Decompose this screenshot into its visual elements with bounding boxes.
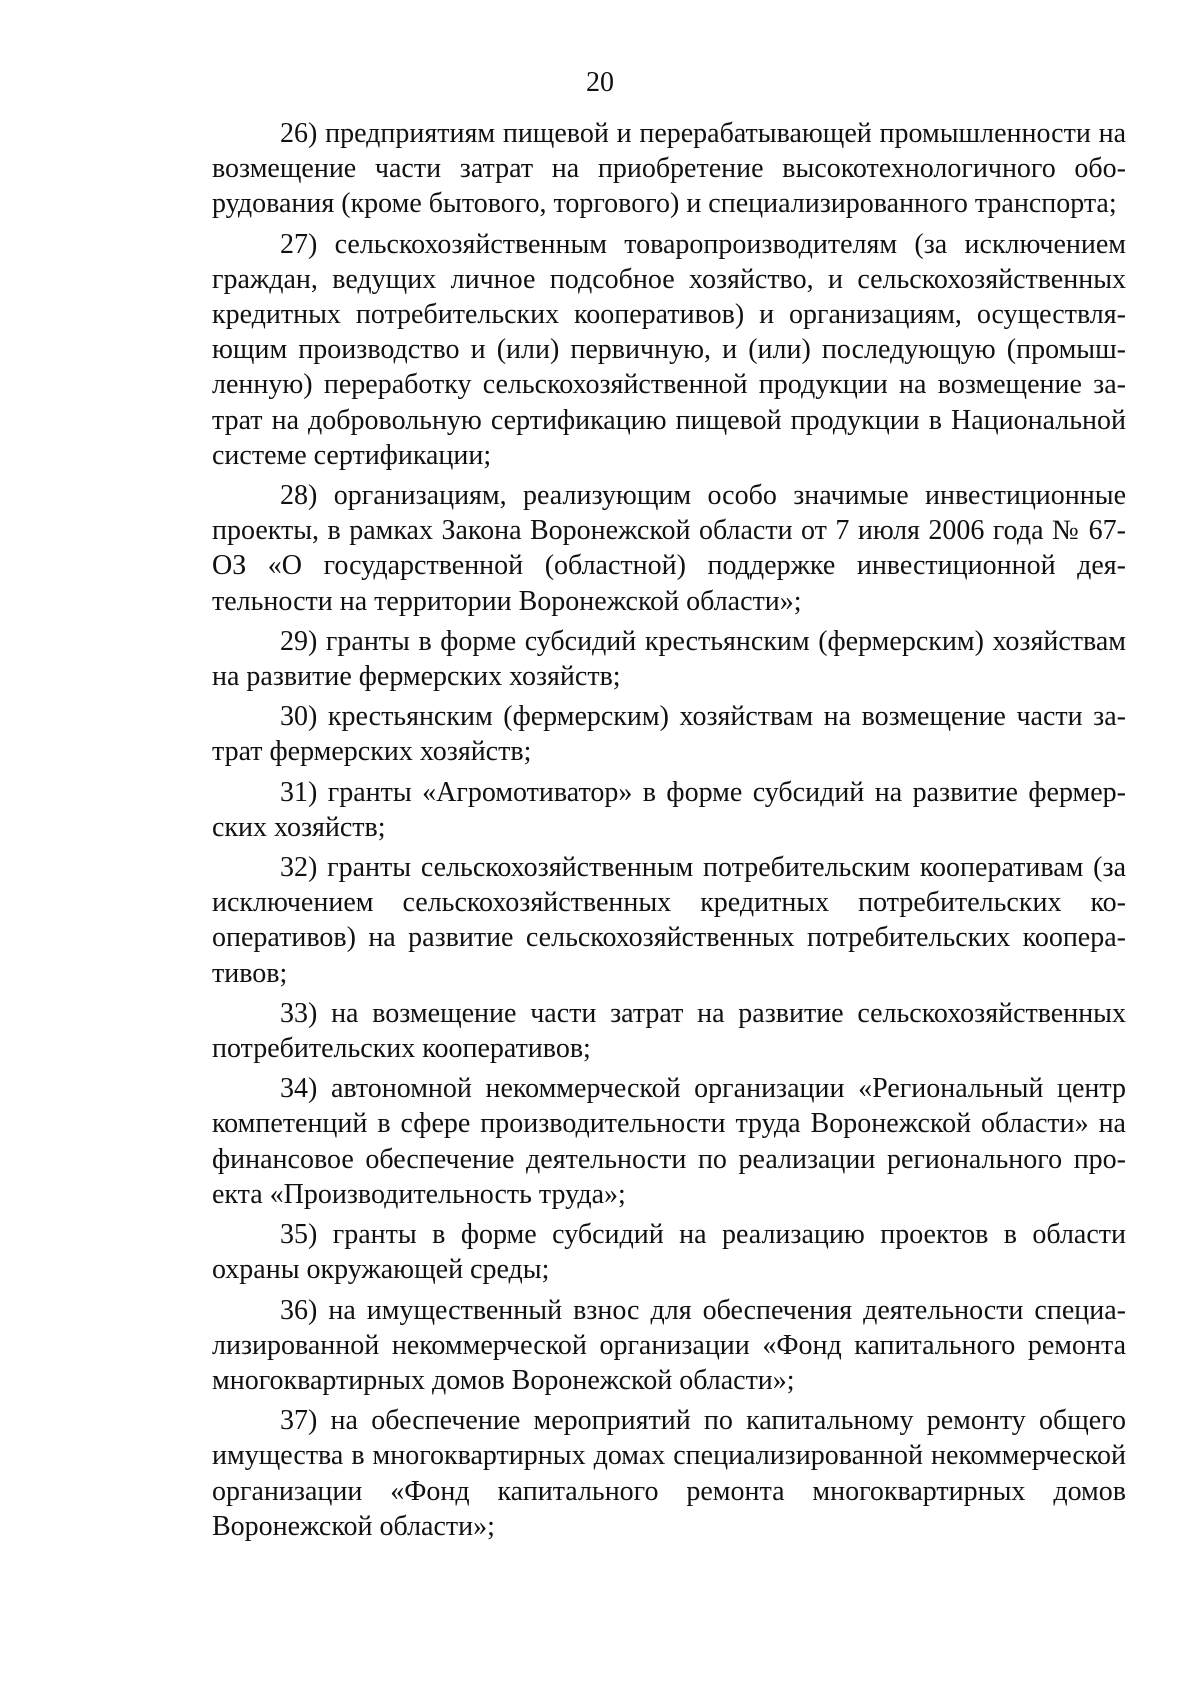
paragraph-34: 34) автономной некоммерческой организации «Региональный центр компетенций в сфере производительности труда Воронежской области» на финансовое обеспечение деятельности по реализации регионального проекта «Производительность труда»; [212, 1073, 1126, 1210]
paragraph-28: 28) организациям, реализующим особо значимые инвестиционные проекты, в рамках Закона Воронежской области от 7 июля 2006 года № 67-ОЗ «О государственной (областной) поддержке инвестиционной деятельности на территории Воронежской области»; [212, 480, 1126, 617]
page-number: 20 [586, 67, 614, 98]
paragraph-30: 30) крестьянским (фермерским) хозяйствам на возмещение части затрат фермерских хозяйств; [212, 701, 1126, 768]
paragraph-31: 31) гранты «Агромотиватор» в форме субсидий на развитие фермерских хозяйств; [212, 776, 1126, 843]
document-body [212, 116, 1126, 1549]
paragraph-35: 35) гранты в форме субсидий на реализацию проектов в области охраны окружающей среды; [212, 1219, 1126, 1286]
paragraph-36: 36) на имущественный взнос для обеспечения деятельности специализированной некоммерческой организации «Фонд капитального ремонта многоквартирных домов Воронежской области»; [212, 1294, 1126, 1396]
paragraph-32: 32) гранты сельскохозяйственным потребительским кооперативам (за исключением сельскохозяйственных кредитных потребительских кооперативов) на развитие сельскохозяйственных потребительских кооперативов; [212, 852, 1126, 989]
paragraph-29: 29) гранты в форме субсидий крестьянским (фермерским) хозяйствам на развитие фермерских хозяйств; [212, 625, 1126, 693]
paragraph-33: 33) на возмещение части затрат на развитие сельскохозяйственных потребительских кооперативов; [212, 997, 1126, 1065]
paragraph-37: 37) на обеспечение мероприятий по капитальному ремонту общего имущества в многоквартирных домах специализированной некоммерческой организации «Фонд капитального ремонта многоквартирных домов Воронежской области»; [212, 1405, 1126, 1542]
paragraph-26: 26) предприятиям пищевой и перерабатывающей промышленности на возмещение части затрат на приобретение высокотехнологичного оборудования (кроме бытового, торгового) и специализированного транспорта; [212, 118, 1126, 220]
paragraph-27: 27) сельскохозяйственным товаропроизводителям (за исключением граждан, ведущих личное подсобное хозяйство, и сельскохозяйственных кредитных потребительских кооперативов) и организациям, осуществляющим производство и (или) первичную, и (или) последующую (промышленную) переработку сельскохозяйственной продукции на возмещение затрат на добровольную сертификацию пищевой продукции в Национальной системе сертификации; [212, 228, 1126, 471]
